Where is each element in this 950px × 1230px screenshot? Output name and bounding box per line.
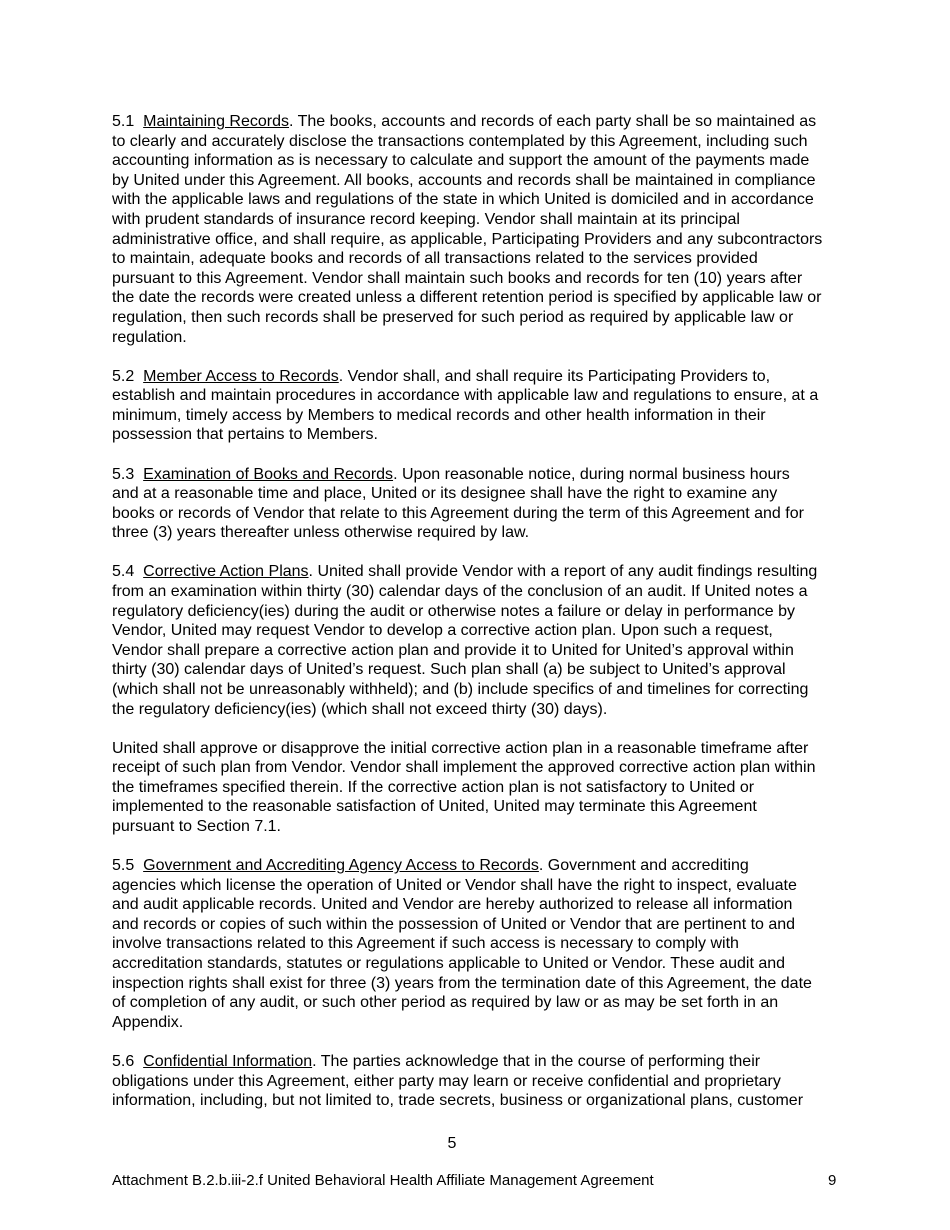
section-line: regulation.: [112, 328, 187, 346]
section-heading: Corrective Action Plans: [143, 563, 309, 581]
section-5-4: [112, 562, 872, 719]
section-heading: Maintaining Records: [143, 113, 289, 130]
paragraph-line: receipt of such plan from Vendor. Vendor shall implement the approved corrective action plan within: [112, 759, 816, 777]
section-line: accreditation standards, statutes or regulations applicable to United or Vendor. These audit and: [112, 955, 786, 973]
section-number: 5.1: [112, 113, 135, 130]
section-number: 5.3: [112, 465, 135, 483]
section-first-line: [112, 856, 872, 876]
section-first-line-text: . Government and accrediting: [538, 857, 749, 875]
section-line: obligations under this Agreement, either party may learn or receive confidential and proprietary: [112, 1072, 781, 1090]
section-line: to maintain, adequate books and records of all transactions related to the services provided: [112, 250, 758, 268]
footer-title: Attachment B.2.b.iii-2.f United Behavioral Health Affiliate Management Agreement: [112, 1172, 654, 1189]
section-first-line-text: . Upon reasonable notice, during normal business hours: [393, 465, 790, 483]
section-first-line: [112, 112, 872, 132]
section-line: and at a reasonable time and place, United or its designee shall have the right to examine any: [112, 485, 778, 503]
section-line: the regulatory deficiency(ies) (which shall not exceed thirty (30) days).: [112, 700, 608, 718]
section-line: inspection rights shall exist for three (3) years from the termination date of this Agreement, the date: [112, 974, 812, 992]
section-line: and audit applicable records. United and Vendor are hereby authorized to release all information: [112, 896, 793, 914]
section-line: agencies which license the operation of United or Vendor shall have the right to inspect, evaluate: [112, 876, 797, 894]
document-body: [112, 112, 872, 1130]
section-line: books or records of Vendor that relate to this Agreement during the term of this Agreement and for: [112, 504, 804, 522]
section-line: establish and maintain procedures in accordance with applicable law and regulations to ensure, at a: [112, 387, 819, 405]
section-number: 5.2: [112, 367, 135, 385]
paragraph-line: pursuant to Section 7.1.: [112, 818, 281, 835]
section-5-3: [112, 465, 872, 543]
section-line: and records or copies of such within the possession of United or Vendor that are pertinent to and: [112, 915, 796, 933]
section-5-1: [112, 112, 872, 347]
section-line: by United under this Agreement. All books, accounts and records shall be maintained in compliance: [112, 171, 816, 189]
footer-page-number: 9: [828, 1172, 837, 1189]
section-line: accounting information as is necessary to calculate and support the amount of the payments made: [112, 152, 810, 170]
section-line: Vendor shall prepare a corrective action plan and provide it to United for United’s approval within: [112, 641, 794, 659]
section-number: 5.5: [112, 857, 135, 875]
section-line: three (3) years thereafter unless otherwise required by law.: [112, 524, 530, 542]
section-line: information, including, but not limited to, trade secrets, business or organizational plans, customer: [112, 1092, 804, 1110]
section-line: of completion of any audit, or such other period as required by law or as may be set forth in an: [112, 994, 779, 1012]
section-line: minimum, timely access by Members to medical records and other health information in their: [112, 406, 766, 424]
section-line: with the applicable laws and regulations of the state in which United is domiciled and in accordance: [112, 191, 814, 209]
section-first-line: [112, 465, 872, 485]
paragraph-line: the timeframes specified therein. If the corrective action plan is not satisfactory to United or: [112, 778, 755, 796]
section-line: administrative office, and shall require, as applicable, Participating Providers and any subcontractors: [112, 230, 823, 248]
section-heading: Government and Accrediting Agency Access to Records: [143, 857, 539, 875]
section-line: from an examination within thirty (30) calendar days of the conclusion of an audit. If United notes a: [112, 582, 808, 600]
paragraph-line: United shall approve or disapprove the initial corrective action plan in a reasonable timeframe after: [112, 739, 809, 757]
section-first-line-text: . The parties acknowledge that in the course of performing their: [312, 1052, 761, 1070]
section-number: 5.6: [112, 1052, 135, 1070]
section-first-line-text: . The books, accounts and records of each party shall be so maintained as: [289, 113, 817, 130]
section-line: involve transactions related to this Agreement if such access is necessary to comply with: [112, 935, 739, 953]
section-line: regulation, then such records shall be preserved for such period as required by applicable law or: [112, 308, 794, 326]
section-first-line: [112, 1052, 872, 1072]
section-line: possession that pertains to Members.: [112, 426, 378, 444]
section-line: thirty (30) calendar days of United’s request. Such plan shall (a) be subject to United’s approval: [112, 661, 786, 679]
section-line: to clearly and accurately disclose the transactions contemplated by this Agreement, including such: [112, 132, 808, 150]
section-first-line: [112, 562, 872, 582]
section-first-line-text: . Vendor shall, and shall require its Participating Providers to,: [338, 367, 771, 385]
corrective-action-paragraph: [112, 739, 872, 837]
page-number: 5: [447, 1135, 457, 1152]
section-line: with prudent standards of insurance record keeping. Vendor shall maintain at its principal: [112, 210, 740, 228]
section-first-line: [112, 367, 872, 387]
section-line: Appendix.: [112, 1013, 184, 1031]
section-5-5: [112, 856, 872, 1032]
section-heading: Examination of Books and Records: [143, 465, 394, 483]
section-line: regulatory deficiency(ies) during the audit or otherwise notes a failure or delay in performance by: [112, 602, 796, 620]
section-heading: Member Access to Records: [143, 367, 339, 385]
section-first-line-text: . United shall provide Vendor with a report of any audit findings resulting: [308, 563, 818, 581]
paragraph-line: implemented to the reasonable satisfaction of United, United may terminate this Agreement: [112, 798, 757, 816]
section-line: Vendor, United may request Vendor to develop a corrective action plan. Upon such a request,: [112, 622, 773, 640]
section-line: the date the records were created unless a different retention period is specified by applicable law or: [112, 289, 822, 307]
section-number: 5.4: [112, 563, 135, 581]
section-heading: Confidential Information: [143, 1052, 313, 1070]
section-5-6: [112, 1052, 872, 1111]
section-5-2: [112, 367, 872, 445]
section-line: (which shall not be unreasonably withheld); and (b) include specifics of and timelines for correcting: [112, 680, 809, 698]
section-line: pursuant to this Agreement. Vendor shall maintain such books and records for ten (10) years after: [112, 269, 803, 287]
